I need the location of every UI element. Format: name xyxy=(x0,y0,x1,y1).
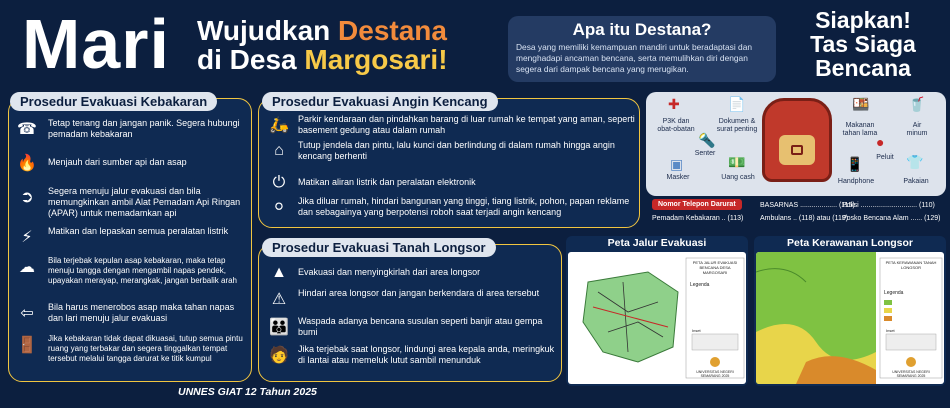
map-jalur-inset: Inset xyxy=(692,328,701,333)
map-jalur-heading: PETA JALUR EVAKUASI BENCANA DESA MARGOSARI xyxy=(692,260,738,275)
angin-title: Prosedur Evakuasi Angin Kencang xyxy=(262,92,498,111)
kebakaran-item-text: Menjauh dari sumber api dan asap xyxy=(48,157,187,167)
map-jalur-univ: UNIVERSITAS NEGERI SEMARANG 2025 xyxy=(696,370,734,378)
longsor-item-text: Jika terjebak saat longsor, lindungi area kepala anda, meringkuk di lantai atau memeluk lutut sambil menunduk xyxy=(298,344,555,365)
num-polisi: Polisi ............................. (110) xyxy=(842,202,935,209)
kit-uang: Uang cash xyxy=(721,174,755,181)
headline-destana: Destana xyxy=(338,15,447,46)
apa-text: Desa yang memiliki kemampuan mandiri untuk beradaptasi dan menghadapi ancaman bencana, serta memulihkan diri dengan segera dari dampak bencana yang merugikan. xyxy=(516,42,753,74)
cash-icon: 💵 xyxy=(728,154,746,170)
kebakaran-item-text: Bila harus menerobos asap maka tahan napas dan lari menuju jalur evakuasi xyxy=(48,302,235,323)
crawl-icon: ☁ xyxy=(19,259,35,276)
map-rawan-legend: Legenda xyxy=(884,290,904,296)
family-icon: 👪 xyxy=(269,319,289,336)
kit-masker: Masker xyxy=(666,174,690,181)
first-aid-icon: ✚ xyxy=(668,96,680,112)
headline-mari: Mari xyxy=(22,5,170,83)
angin-item xyxy=(266,114,636,136)
food-icon: 🍱 xyxy=(852,96,870,112)
angin-item xyxy=(266,172,636,194)
siapkan-heading xyxy=(780,8,946,80)
num-posko: Posko Bencana Alam ...... (129) xyxy=(842,215,941,222)
whistle-icon: ● xyxy=(876,134,885,150)
kebakaran-item xyxy=(14,118,246,140)
kebakaran-item xyxy=(14,186,246,219)
tas-siaga-kit xyxy=(646,92,946,196)
exit-icon: ➲ xyxy=(20,189,34,206)
emergency-numbers xyxy=(652,197,946,229)
siapkan-line1: Siapkan! xyxy=(815,7,911,33)
map-jalur-evakuasi xyxy=(566,236,748,386)
map-kerawanan-longsor xyxy=(754,236,946,386)
angin-item-text: Parkir kendaraan dan pindahkan barang di luar rumah ke tempat yang aman, seperti basement gedung atau dalam rumah xyxy=(298,114,635,135)
map-jalur-canvas xyxy=(568,252,746,384)
plug-icon: ⚡ xyxy=(21,229,33,246)
evacuate-arrow-icon: ⇦ xyxy=(20,305,34,322)
mask-icon: ▣ xyxy=(670,156,684,172)
longsor-item xyxy=(266,344,558,366)
kit-senter: Senter xyxy=(694,150,716,157)
landslide-icon: ▲ xyxy=(271,264,287,281)
kebakaran-title: Prosedur Evakuasi Kebakaran xyxy=(10,92,217,111)
kebakaran-item-text: Matikan dan lepaskan semua peralatan listrik xyxy=(48,226,229,236)
angin-item xyxy=(266,140,636,162)
map-rawan-canvas xyxy=(756,252,944,384)
num-pemadam: Pemadam Kebakaran .. (113) xyxy=(652,215,744,222)
map-jalur-title: Peta Jalur Evakuasi xyxy=(607,237,707,249)
power-off-icon: ⏻ xyxy=(272,174,286,191)
flashlight-icon: 🔦 xyxy=(698,132,716,148)
kebakaran-item-text: Segera menuju jalur evakuasi dan bila memungkinkan ambil Alat Pemadam Api Ringan (APAR) untuk memadamkan api xyxy=(48,186,241,218)
siapkan-line2: Tas Siaga xyxy=(810,31,916,57)
angin-item-text: Jika diluar rumah, hindari bangunan yang tinggi, tiang listrik, pohon, papan reklame dan sebagainya yang berpotensi roboh saat terjadi angin kencang xyxy=(298,196,630,217)
no-vehicle-icon: ⚠ xyxy=(271,291,287,308)
map-rawan-heading: PETA KERAWANAN TANAH LONGSOR xyxy=(885,260,937,270)
angin-item xyxy=(266,196,636,218)
document-icon: 📄 xyxy=(728,96,746,112)
longsor-item xyxy=(266,262,558,284)
kebakaran-item-text: Bila terjebak kepulan asap kebakaran, maka tetap menuju tangga dengan mengambil napas pendek, upayakan merayap, merangkak, jangan berbalik arah xyxy=(48,256,238,285)
angin-item-text: Matikan aliran listrik dan peralatan elektronik xyxy=(298,177,476,187)
phone-person-icon: ☎ xyxy=(17,121,37,138)
motorcycle-icon: 🛵 xyxy=(269,117,289,134)
apa-destana-box xyxy=(508,16,776,82)
headline-margosari: Margosari! xyxy=(304,44,448,75)
house-icon: ⌂ xyxy=(274,142,284,159)
backpack-icon xyxy=(762,98,832,182)
run-from-fire-icon: 🔥 xyxy=(17,155,37,172)
headline-line1-pre: Wujudkan xyxy=(197,15,339,46)
kit-makanan: Makanan tahan lama xyxy=(842,122,878,137)
kebakaran-item xyxy=(14,302,246,324)
kebakaran-item xyxy=(14,334,246,364)
longsor-item xyxy=(266,316,558,338)
angin-item-text: Tutup jendela dan pintu, lalu kunci dan berlindung di dalam rumah hingga angin kencang berhenti xyxy=(298,140,615,161)
clothes-icon: 👕 xyxy=(906,154,924,170)
kit-p3k: P3K dan obat-obatan xyxy=(657,118,695,133)
kebakaran-item xyxy=(14,256,246,286)
longsor-item xyxy=(266,288,558,310)
person-wind-icon: ⚪ xyxy=(272,199,286,216)
emergency-badge: Nomor Telepon Darurat xyxy=(652,199,742,210)
longsor-title: Prosedur Evakuasi Tanah Longsor xyxy=(262,238,496,257)
kit-pakaian: Pakaian xyxy=(903,178,929,185)
water-bottle-icon: 🥤 xyxy=(908,96,926,112)
headline-line1 xyxy=(197,16,447,46)
kit-air: Air minum xyxy=(906,122,928,137)
kit-handphone: Handphone xyxy=(837,178,875,185)
kebakaran-item xyxy=(14,152,246,174)
map-rawan-univ: UNIVERSITAS NEGERI SEMARANG 2025 xyxy=(892,370,930,378)
kebakaran-item-text: Tetap tenang dan jangan panik. Segera hubungi pemadam kebakaran xyxy=(48,118,240,139)
siapkan-line3: Bencana xyxy=(815,55,911,81)
map-rawan-title: Peta Kerawanan Longsor xyxy=(786,237,914,249)
num-basarnas: BASARNAS ................... (115) xyxy=(760,202,855,209)
kebakaran-item xyxy=(14,226,246,248)
map-jalur-legend: Legenda xyxy=(690,282,710,288)
longsor-item-text: Hindari area longsor dan jangan berkendara di area tersebut xyxy=(298,288,540,298)
handphone-icon: 📱 xyxy=(846,156,864,172)
kit-peluit: Peluit xyxy=(876,154,894,161)
landslide-map-graphic xyxy=(756,252,944,384)
emergency-exit-icon: 🚪 xyxy=(17,337,37,354)
headline-line2-pre: di Desa xyxy=(197,44,305,75)
map-rawan-inset: Inset xyxy=(886,328,895,333)
headline-line2 xyxy=(197,44,448,76)
protect-head-icon: 🧑 xyxy=(269,347,289,364)
apa-title: Apa itu Destana? xyxy=(572,20,712,39)
footer-credit: UNNES GIAT 12 Tahun 2025 xyxy=(178,386,317,398)
longsor-item-text: Evakuasi dan menyingkirlah dari area longsor xyxy=(298,267,481,277)
num-ambulans: Ambulans .. (118) atau (119) xyxy=(760,215,849,222)
longsor-item-text: Waspada adanya bencana susulan seperti banjir atau gempa bumi xyxy=(298,316,543,337)
kebakaran-item-text: Jika kebakaran tidak dapat dikuasai, tutup semua pintu ruang yang terbakar dan segera tinggalkan tempat tersebut melalui tangga darurat ke titik kumpul xyxy=(48,334,243,363)
kit-dokumen: Dokumen & surat penting xyxy=(716,118,758,133)
